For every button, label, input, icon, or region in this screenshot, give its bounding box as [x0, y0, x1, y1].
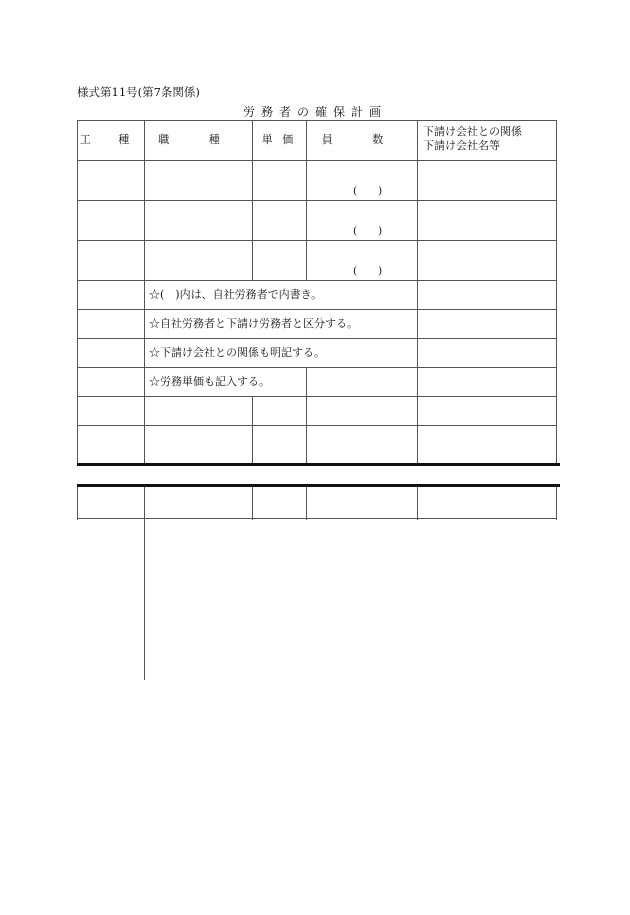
note-inner-count: ☆( )内は、自社労務者で内書き。 — [149, 288, 323, 301]
break-line-top — [77, 463, 560, 466]
row-line — [77, 338, 557, 339]
form-number: 様式第11号(第7条関係) — [77, 85, 200, 99]
header-unit-price — [252, 120, 306, 160]
header-job-type-label: 職 種 — [158, 133, 238, 146]
labor-plan-table — [77, 120, 557, 520]
row-line — [77, 240, 557, 241]
col-line — [252, 396, 253, 520]
col-line — [417, 367, 418, 396]
header-subcontract-line1: 下請け会社との関係 — [423, 125, 522, 138]
header-job-type — [144, 120, 252, 160]
note-unit-price: ☆労務単価も記入する。 — [149, 375, 270, 388]
row-line — [77, 367, 557, 368]
count-paren-row1: ( ) — [353, 185, 383, 197]
col-line — [306, 367, 307, 396]
table-border-right — [556, 120, 557, 520]
header-count-label: 員 数 — [321, 133, 402, 146]
row-line — [77, 280, 557, 281]
header-count — [306, 120, 417, 160]
row-line — [77, 309, 557, 310]
header-subcontract — [423, 125, 553, 153]
document-title: 労務者の確保計画 — [242, 105, 387, 119]
col-line — [417, 120, 418, 280]
header-subcontract-line2: 下請け会社名等 — [423, 139, 500, 152]
note-subcontract-relation: ☆下請け会社との関係も明記する。 — [149, 346, 325, 359]
table-border-left — [77, 120, 78, 520]
col-line — [417, 280, 418, 367]
note-separate-workers: ☆自社労務者と下請け労務者と区分する。 — [149, 317, 358, 330]
col-line — [306, 396, 307, 520]
break-line-bottom — [77, 484, 560, 487]
count-paren-row3: ( ) — [353, 265, 383, 277]
row-line — [77, 200, 557, 201]
row-line — [77, 425, 557, 426]
row-line — [77, 396, 557, 397]
header-work-type-label: 工 種 — [79, 133, 142, 146]
table-break-gap — [77, 466, 557, 486]
header-work-type — [77, 120, 144, 160]
count-paren-row2: ( ) — [353, 225, 383, 237]
row-line — [77, 160, 557, 161]
table-border-bottom — [77, 518, 557, 519]
col-line — [417, 396, 418, 520]
header-unit-price-label: 単 価 — [261, 133, 297, 146]
